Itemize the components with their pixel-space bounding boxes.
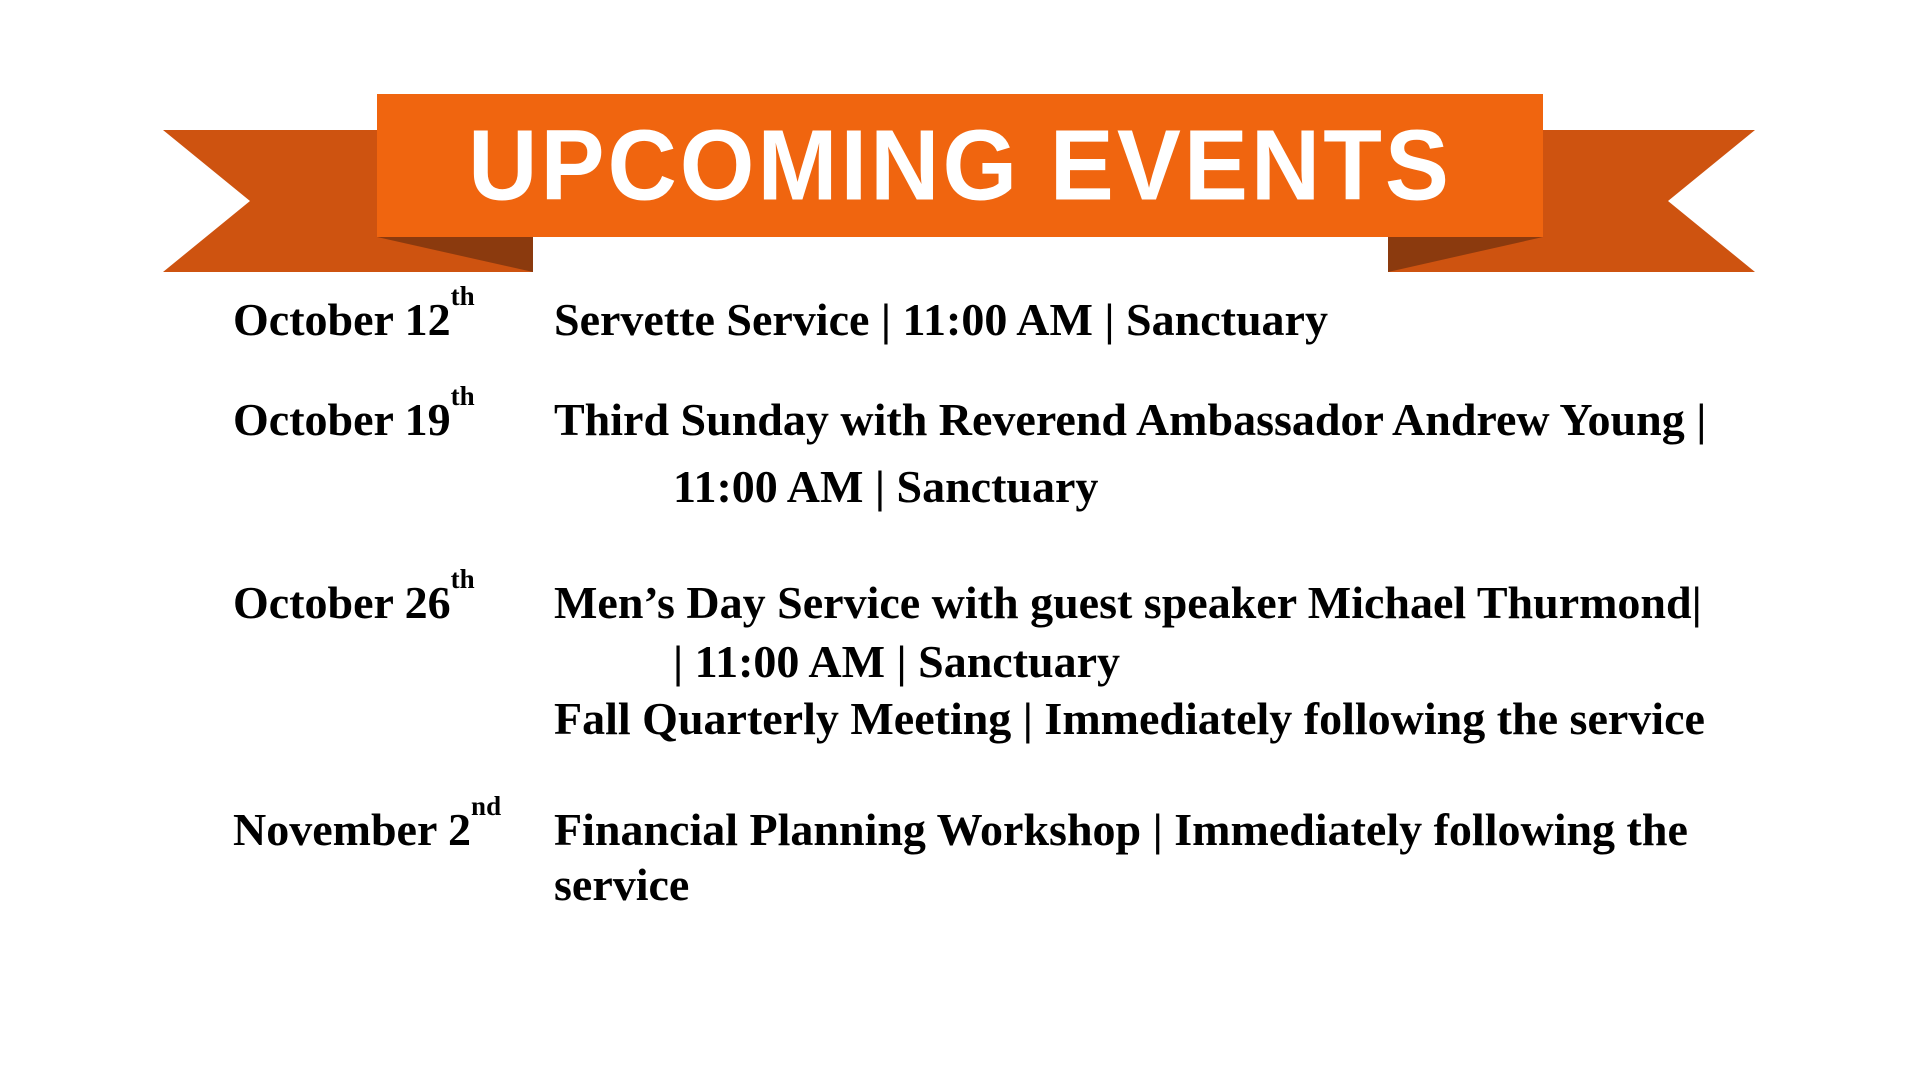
event-date-text: October 19 bbox=[233, 394, 451, 445]
event-line: 11:00 AM | Sanctuary bbox=[673, 461, 1099, 512]
event-date bbox=[233, 564, 475, 628]
event-date-suffix: nd bbox=[471, 791, 502, 822]
event-date-suffix: th bbox=[450, 281, 475, 312]
event-line: Financial Planning Workshop | Immediately following the bbox=[554, 804, 1688, 855]
event-date-suffix: th bbox=[450, 564, 475, 595]
event-date-suffix: th bbox=[450, 381, 475, 412]
event-line: Men’s Day Service with guest speaker Michael Thurmond| bbox=[554, 577, 1702, 628]
event-date bbox=[233, 381, 475, 445]
event-line: Fall Quarterly Meeting | Immediately following the service bbox=[554, 693, 1705, 744]
event-date-text: November 2 bbox=[233, 804, 472, 855]
banner-title: UPCOMING EVENTS bbox=[468, 109, 1452, 221]
event-line: | 11:00 AM | Sanctuary bbox=[673, 636, 1121, 687]
event-line: service bbox=[554, 859, 690, 910]
event-line: Servette Service | 11:00 AM | Sanctuary bbox=[554, 294, 1328, 345]
event-date bbox=[233, 791, 502, 855]
event-date bbox=[233, 281, 475, 345]
event-date-text: October 26 bbox=[233, 577, 451, 628]
event-line: Third Sunday with Reverend Ambassador Andrew Young | bbox=[554, 394, 1707, 445]
event-date-text: October 12 bbox=[233, 294, 451, 345]
